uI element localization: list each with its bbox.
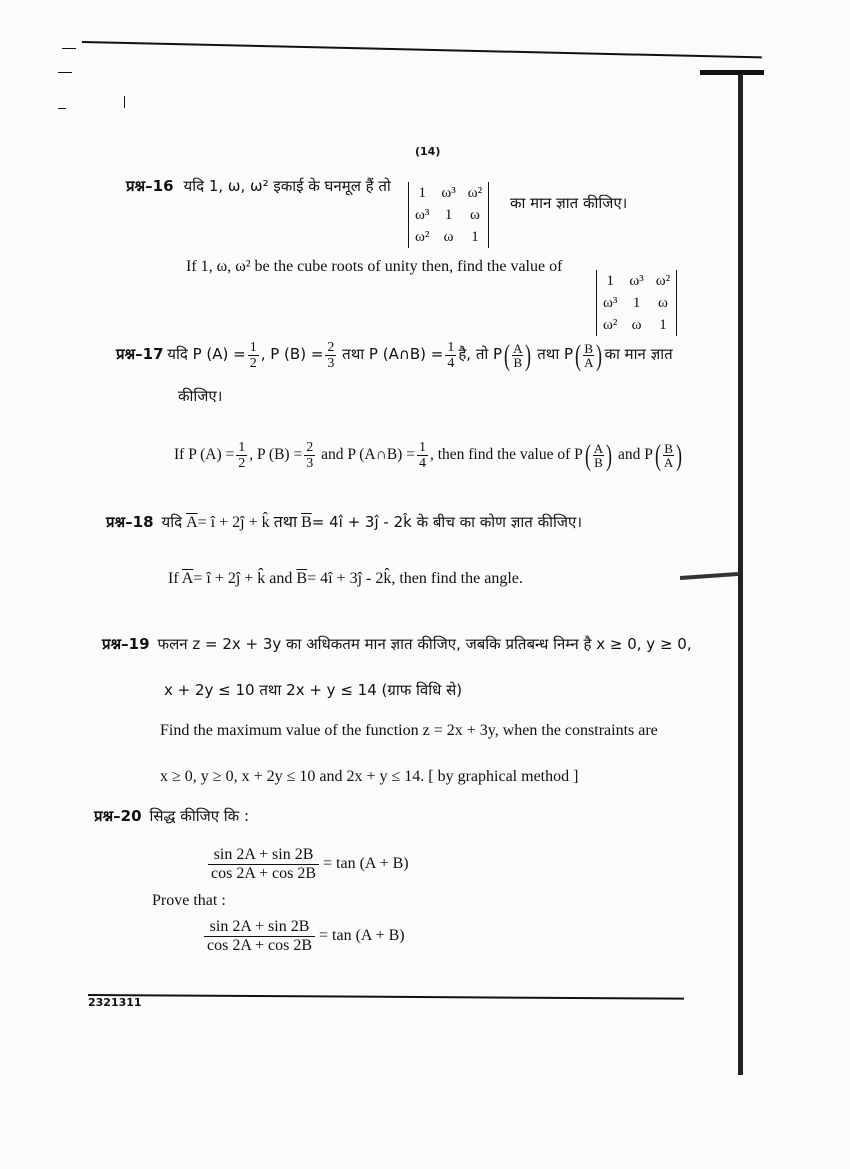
q17-text-b: , P (B) = xyxy=(260,344,324,363)
q18-hi-a: यदि xyxy=(161,513,183,531)
q18-hi-b: = î + 2ĵ + k̂ तथा xyxy=(197,514,298,531)
identity-english xyxy=(204,918,405,955)
right-border-line xyxy=(738,75,743,1075)
fraction-one-half xyxy=(236,440,247,471)
footer-line xyxy=(88,994,684,999)
frac-num: B xyxy=(664,441,673,456)
p-b-given-a xyxy=(583,342,594,369)
q18-en-a: If xyxy=(168,570,179,587)
identity-rhs: = tan (A + B) xyxy=(319,927,405,945)
left-paren: ( xyxy=(654,438,661,472)
question-16-hindi xyxy=(126,176,391,196)
determinant-cell: ω xyxy=(631,316,642,333)
q17-en-a: If P (A) = xyxy=(174,446,235,464)
vector-a: $\overline{A}$ xyxy=(186,514,198,531)
determinant-cell: 1 xyxy=(418,184,426,201)
q18-en-b: = î + 2ĵ + k̂ and xyxy=(193,570,293,587)
question-19-hindi xyxy=(102,634,692,654)
scan-mark-1 xyxy=(62,48,76,49)
q17-text-e: तथा P xyxy=(537,344,574,363)
frac-num: A xyxy=(593,441,604,456)
determinant-cell: ω² xyxy=(655,272,671,289)
question-19-english-line1: Find the maximum value of the function z = 2x + 3y, when the constraints are xyxy=(160,722,658,739)
identity-fraction xyxy=(208,846,319,883)
q17-text-a: यदि P (A) = xyxy=(167,344,246,363)
determinant-cell: ω² xyxy=(603,316,618,333)
identity-denominator: cos 2A + cos 2B xyxy=(211,865,317,882)
frac-num: 1 xyxy=(447,340,455,355)
question-19-english-line2: x ≥ 0, y ≥ 0, x + 2y ≤ 10 and 2x + y ≤ 14. [ by graphical method ] xyxy=(160,768,579,785)
determinant-cell: 1 xyxy=(659,316,667,333)
question-16-label: प्रश्न–16 xyxy=(126,177,174,195)
frac-den: 2 xyxy=(249,356,257,371)
question-17-hindi xyxy=(116,340,673,371)
p-a-given-b xyxy=(593,442,604,469)
q17-en-c: and P (A∩B) = xyxy=(321,446,415,464)
frac-num: 2 xyxy=(327,340,335,355)
frac-den: B xyxy=(513,355,523,370)
question-19-label: प्रश्न–19 xyxy=(102,635,150,653)
determinant-cell: ω³ xyxy=(441,184,456,201)
vector-a: $\overline{A}$ xyxy=(181,570,194,587)
determinant-cell: ω² xyxy=(467,184,483,201)
q19-hi-line1: फलन z = 2x + 3y का अधिकतम मान ज्ञात कीजिए, जबकि प्रतिबन्ध निम्न है x ≥ 0, y ≥ 0, xyxy=(157,635,692,653)
identity-hindi xyxy=(208,846,409,883)
scan-smudge xyxy=(680,572,738,580)
identity-denominator: cos 2A + cos 2B xyxy=(207,937,313,954)
determinant-cell: ω xyxy=(658,294,668,311)
question-16-hindi-suffix: का मान ज्ञात कीजिए। xyxy=(510,194,628,212)
determinant-cell: 1 xyxy=(444,206,453,223)
fraction-two-thirds xyxy=(325,340,336,371)
frac-den: 3 xyxy=(327,356,335,371)
determinant-cell: ω³ xyxy=(629,272,644,289)
determinant-row xyxy=(409,226,488,248)
right-paren: ) xyxy=(596,338,603,372)
question-18-hindi xyxy=(106,510,582,532)
frac-den: 2 xyxy=(238,456,246,471)
left-paren: ( xyxy=(575,338,582,372)
frac-num: A xyxy=(513,341,523,356)
frac-num: 1 xyxy=(249,340,257,355)
footer-code: 2321311 xyxy=(88,996,142,1009)
vector-b: $\overline{B}$ xyxy=(301,514,312,531)
frac-den: 3 xyxy=(306,456,314,471)
left-paren: ( xyxy=(504,338,511,372)
q18-hi-c: = 4î + 3ĵ - 2k̂ के बीच का कोण ज्ञात कीजिए। xyxy=(311,513,583,531)
determinant-cell: ω xyxy=(443,228,454,245)
fraction-two-thirds xyxy=(304,440,315,471)
q17-en-b: , P (B) = xyxy=(249,446,303,464)
scan-mark-4 xyxy=(58,108,66,109)
top-border-line xyxy=(82,41,762,58)
right-paren: ) xyxy=(606,438,613,472)
page-number: (14) xyxy=(415,145,441,158)
left-paren: ( xyxy=(584,438,591,472)
question-20-label: प्रश्न–20 xyxy=(94,807,142,825)
determinant-cell: ω³ xyxy=(415,206,430,223)
determinant-cell: 1 xyxy=(606,272,614,289)
frac-den: 4 xyxy=(418,456,426,471)
question-17-hindi-line2: कीजिए। xyxy=(178,387,223,405)
fraction-one-quarter xyxy=(445,340,456,371)
question-18-label: प्रश्न–18 xyxy=(106,513,154,531)
frac-num: 1 xyxy=(418,440,426,455)
question-18-english xyxy=(168,570,523,588)
identity-numerator: sin 2A + sin 2B xyxy=(208,846,319,865)
determinant-cell: ω² xyxy=(415,228,430,245)
identity-fraction xyxy=(204,918,315,955)
identity-numerator: sin 2A + sin 2B xyxy=(204,918,315,937)
question-16-hindi-text: यदि 1, ω, ω² इकाई के घनमूल हैं तो xyxy=(183,177,391,195)
q17-text-d: है, तो P xyxy=(458,344,503,363)
question-19-hindi-line2: x + 2y ≤ 10 तथा 2x + y ≤ 14 (ग्राफ विधि से) xyxy=(164,681,463,699)
right-paren: ) xyxy=(525,338,532,372)
determinant-row xyxy=(409,182,488,204)
frac-den: B xyxy=(594,455,603,470)
determinant-row xyxy=(597,314,676,336)
q17-text-f: का मान ज्ञात xyxy=(604,344,673,363)
q20-hi-text: सिद्ध कीजिए कि : xyxy=(149,807,250,825)
determinant-cell: 1 xyxy=(632,294,641,311)
scan-mark-2 xyxy=(58,72,72,73)
vector-b: $\overline{B}$ xyxy=(296,570,308,587)
question-17-english xyxy=(174,440,684,471)
determinant-row xyxy=(409,204,488,226)
frac-num: 1 xyxy=(238,440,246,455)
q18-en-c: = 4î + 3ĵ - 2k̂, then find the angle. xyxy=(307,570,523,587)
prove-that-label: Prove that : xyxy=(152,892,226,909)
fraction-one-quarter xyxy=(417,440,428,471)
q17-en-e: and P xyxy=(618,446,653,464)
fraction-one-half xyxy=(248,340,259,371)
question-17-label: प्रश्न–17 xyxy=(116,344,164,363)
right-paren: ) xyxy=(676,438,683,472)
determinant-cell: ω³ xyxy=(603,294,618,311)
right-border-corner xyxy=(700,70,764,75)
frac-num: B xyxy=(584,341,594,356)
q17-text-c: तथा P (A∩B) = xyxy=(342,344,444,363)
question-20-hindi xyxy=(94,806,249,826)
p-a-given-b xyxy=(512,342,523,369)
q17-en-d: , then find the value of P xyxy=(429,446,583,464)
determinant-row xyxy=(597,270,676,292)
determinant-row xyxy=(597,292,676,314)
question-16-determinant-hindi xyxy=(408,182,489,248)
determinant-cell: 1 xyxy=(471,228,479,245)
identity-rhs: = tan (A + B) xyxy=(323,855,409,873)
frac-num: 2 xyxy=(306,440,314,455)
question-16-determinant-english xyxy=(596,270,677,336)
frac-den: 4 xyxy=(447,356,455,371)
determinant-cell: ω xyxy=(470,206,480,223)
question-16-english-text: If 1, ω, ω² be the cube roots of unity then, find the value of xyxy=(186,258,563,275)
scan-mark-3 xyxy=(124,96,125,108)
frac-den: A xyxy=(663,455,674,470)
frac-den: A xyxy=(584,355,594,370)
p-b-given-a xyxy=(663,442,674,469)
